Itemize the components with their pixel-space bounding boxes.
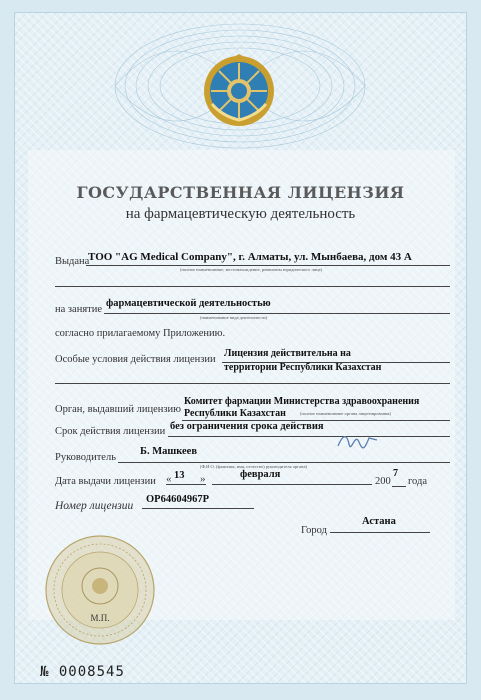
issued-to-line-2: [55, 286, 450, 287]
number-value: ОР64604967Р: [146, 494, 209, 505]
serial-value: 0008545: [58, 664, 125, 680]
city-label: Город: [301, 525, 327, 536]
authority-line-1: Комитет фармации Министерства здравоохранения: [184, 396, 420, 407]
license-subtitle: на фармацевтическую деятельность: [125, 206, 356, 222]
date-year-line: [392, 486, 406, 487]
conditions-line-2: территории Республики Казахстан: [224, 362, 382, 373]
signature-icon: [335, 430, 379, 452]
date-year-prefix: 200: [375, 476, 391, 487]
issued-to-label: Выдана: [55, 256, 90, 267]
date-day-line: [166, 484, 206, 485]
number-line: [142, 508, 254, 509]
city-value: Астана: [362, 516, 396, 527]
activity-label: на занятие: [55, 304, 103, 315]
authority-hint: (полное наименование органа лицензирования): [300, 411, 391, 416]
activity-line: [104, 313, 450, 314]
term-line: [168, 436, 450, 437]
authority-line-2: Республики Казахстан: [184, 408, 286, 419]
date-year-suffix: года: [408, 476, 427, 487]
date-open-quote: «: [166, 473, 172, 485]
license-title: ГОСУДАРСТВЕННАЯ ЛИЦЕНЗИЯ: [76, 183, 405, 202]
round-seal-stamp: [44, 534, 156, 646]
term-value: без ограничения срока действия: [170, 421, 324, 432]
authority-label: Орган, выдавший лицензию: [55, 404, 181, 415]
term-label: Срок действия лицензии: [55, 426, 166, 437]
date-year-digit: 7: [393, 468, 398, 479]
issued-to-line: [86, 265, 450, 266]
activity-hint: (наименование вида деятельности): [200, 315, 268, 320]
date-month: февраля: [240, 469, 281, 480]
head-line: [118, 462, 450, 463]
date-label: Дата выдачи лицензии: [55, 476, 156, 487]
head-label: Руководитель: [55, 452, 116, 463]
number-label: Номер лицензии: [55, 500, 134, 512]
date-month-line: [212, 484, 372, 485]
seal-label: М.П.: [90, 613, 110, 623]
activity-value: фармацевтической деятельностью: [106, 298, 271, 309]
kazakhstan-emblem-icon: [202, 54, 276, 128]
issued-to-hint: (полное наименование, местонахождение, реквизиты юридического лица): [180, 267, 323, 272]
serial-prefix: №: [40, 664, 50, 680]
conditions-label: Особые условия действия лицензии: [55, 354, 216, 365]
date-day: 13: [174, 470, 185, 481]
date-close-quote: »: [200, 473, 206, 485]
conditions-line-b: [55, 383, 450, 384]
annex-text: согласно прилагаемому Приложению.: [55, 328, 226, 339]
issued-to-value: ТОО "AG Medical Company", г. Алматы, ул. Мынбаева, дом 43 А: [88, 251, 412, 263]
head-hint: (Ф.И.О. (фамилия, имя, отчество) руководителя органа): [200, 464, 307, 469]
conditions-line-1: Лицензия действительна на: [224, 348, 351, 359]
head-value: Б. Машкеев: [140, 446, 197, 457]
serial-number: [40, 664, 125, 680]
city-line: [330, 532, 430, 533]
